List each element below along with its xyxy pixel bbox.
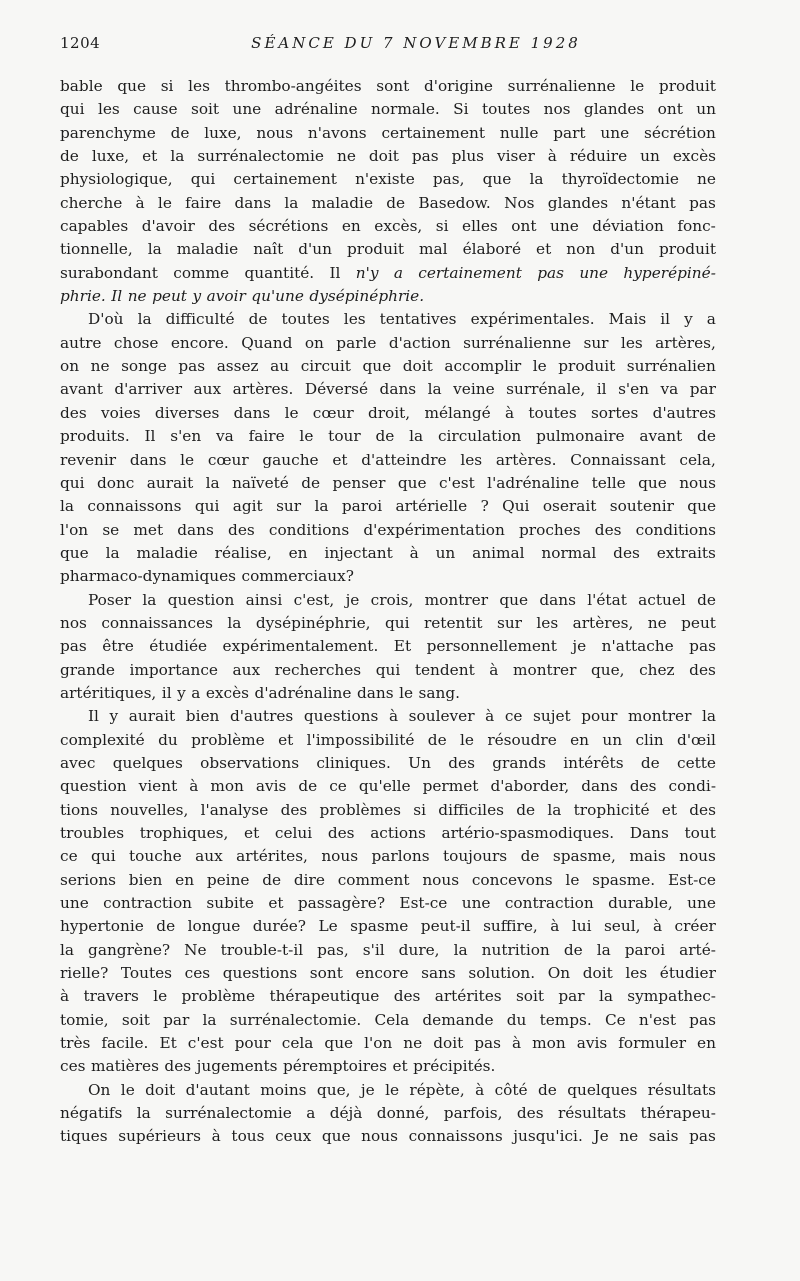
text-line: Il y aurait bien d'autres questions à soulever à ce sujet pour montrer la bbox=[88, 707, 716, 726]
text-line: Poser la question ainsi c'est, je crois, montrer que dans l'état actuel de bbox=[88, 590, 716, 609]
text-line: des voies diverses dans le cœur droit, mélangé à toutes sortes d'autres bbox=[60, 403, 716, 422]
page-number: 1204 bbox=[60, 34, 101, 52]
text-line: ce qui touche aux artérites, nous parlons toujours de spasme, mais nous bbox=[60, 847, 716, 866]
text-line: grande importance aux recherches qui tendent à montrer que, chez des bbox=[60, 660, 716, 679]
running-header bbox=[60, 34, 742, 56]
text-line: pas être étudiée expérimentalement. Et personnellement je n'attache pas bbox=[60, 637, 716, 656]
text-line: hypertonie de longue durée? Le spasme peut-il suffire, à lui seul, à créer bbox=[60, 917, 716, 936]
text-line: ces matières des jugements péremptoires et précipités. bbox=[60, 1057, 496, 1076]
text-line: surabondant comme quantité. Il n'y a certainement pas une hyperépiné- bbox=[60, 263, 716, 282]
text-line: revenir dans le cœur gauche et d'atteindre les artères. Connaissant cela, bbox=[60, 450, 716, 469]
text-line: capables d'avoir des sécrétions en excès, si elles ont une déviation fonc- bbox=[60, 217, 716, 236]
text-line: la connaissons qui agit sur la paroi artérielle ? Qui oserait soutenir que bbox=[60, 497, 716, 516]
text-line: de luxe, et la surrénalectomie ne doit pas plus viser à réduire un excès bbox=[60, 147, 716, 166]
text-line: négatifs la surrénalectomie a déjà donné, parfois, des résultats thérapeu- bbox=[60, 1104, 716, 1123]
text-line: pharmaco-dynamiques commerciaux? bbox=[60, 567, 354, 586]
text-line: l'on se met dans des conditions d'expérimentation proches des conditions bbox=[60, 520, 716, 539]
text-line: D'où la difficulté de toutes les tentatives expérimentales. Mais il y a bbox=[88, 310, 716, 329]
text-line: tionnelle, la maladie naît d'un produit mal élaboré et non d'un produit bbox=[60, 240, 716, 259]
text-line: très facile. Et c'est pour cela que l'on ne doit pas à mon avis formuler en bbox=[60, 1034, 716, 1053]
text-line: parenchyme de luxe, nous n'avons certainement nulle part une sécrétion bbox=[60, 123, 716, 142]
running-title: SÉANCE DU 7 NOVEMBRE 1928 bbox=[251, 34, 581, 52]
text-line: produits. Il s'en va faire le tour de la circulation pulmonaire avant de bbox=[60, 427, 716, 446]
text-line: serions bien en peine de dire comment nous concevons le spasme. Est-ce bbox=[60, 870, 716, 889]
text-line: nos connaissances la dysépinéphrie, qui retentit sur les artères, ne peut bbox=[60, 613, 716, 632]
text-line: cherche à le faire dans la maladie de Basedow. Nos glandes n'étant pas bbox=[60, 193, 716, 212]
text-line: on ne songe pas assez au circuit que doit accomplir le produit surrénalien bbox=[60, 357, 716, 376]
text-line: autre chose encore. Quand on parle d'action surrénalienne sur les artères, bbox=[60, 333, 716, 352]
text-line: phrie. Il ne peut y avoir qu'une dysépinéphrie. bbox=[60, 287, 425, 306]
text-line: physiologique, qui certainement n'existe pas, que la thyroïdectomie ne bbox=[60, 170, 716, 189]
text-line: à travers le problème thérapeutique des artérites soit par la sympathec- bbox=[60, 987, 716, 1006]
text-line: question vient à mon avis de ce qu'elle permet d'aborder, dans des condi- bbox=[60, 777, 716, 796]
text-line: qui donc aurait la naïveté de penser que c'est l'adrénaline telle que nous bbox=[60, 473, 716, 492]
text-line: tiques supérieurs à tous ceux que nous connaissons jusqu'ici. Je ne sais pas bbox=[60, 1127, 716, 1146]
text-line: tomie, soit par la surrénalectomie. Cela demande du temps. Ce n'est pas bbox=[60, 1010, 716, 1029]
text-line: complexité du problème et l'impossibilité de le résoudre en un clin d'œil bbox=[60, 730, 716, 749]
text-line: troubles trophiques, et celui des actions artério-spasmodiques. Dans tout bbox=[60, 824, 716, 842]
text-line: avant d'arriver aux artères. Déversé dans la veine surrénale, il s'en va par bbox=[60, 380, 716, 399]
text-line: On le doit d'autant moins que, je le répète, à côté de quelques résultats bbox=[88, 1080, 716, 1099]
text-line: avec quelques observations cliniques. Un des grands intérêts de cette bbox=[60, 753, 716, 772]
text-line: artéritiques, il y a excès d'adrénaline dans le sang. bbox=[60, 683, 461, 702]
text-line: la gangrène? Ne trouble-t-il pas, s'il dure, la nutrition de la paroi arté- bbox=[60, 940, 716, 959]
text-line: une contraction subite et passagère? Est-ce une contraction durable, une bbox=[60, 894, 716, 913]
body-text bbox=[60, 75, 716, 1149]
text-line: bable que si les thrombo-angéites sont d'origine surrénalienne le produit bbox=[60, 77, 716, 95]
text-line: qui les cause soit une adrénaline normale. Si toutes nos glandes ont un bbox=[60, 100, 716, 119]
text-line: tions nouvelles, l'analyse des problèmes si difficiles de la trophicité et des bbox=[60, 800, 716, 819]
text-line: que la maladie réalise, en injectant à un animal normal des extraits bbox=[60, 543, 716, 562]
text-line: rielle? Toutes ces questions sont encore sans solution. On doit les étudier bbox=[60, 964, 716, 983]
